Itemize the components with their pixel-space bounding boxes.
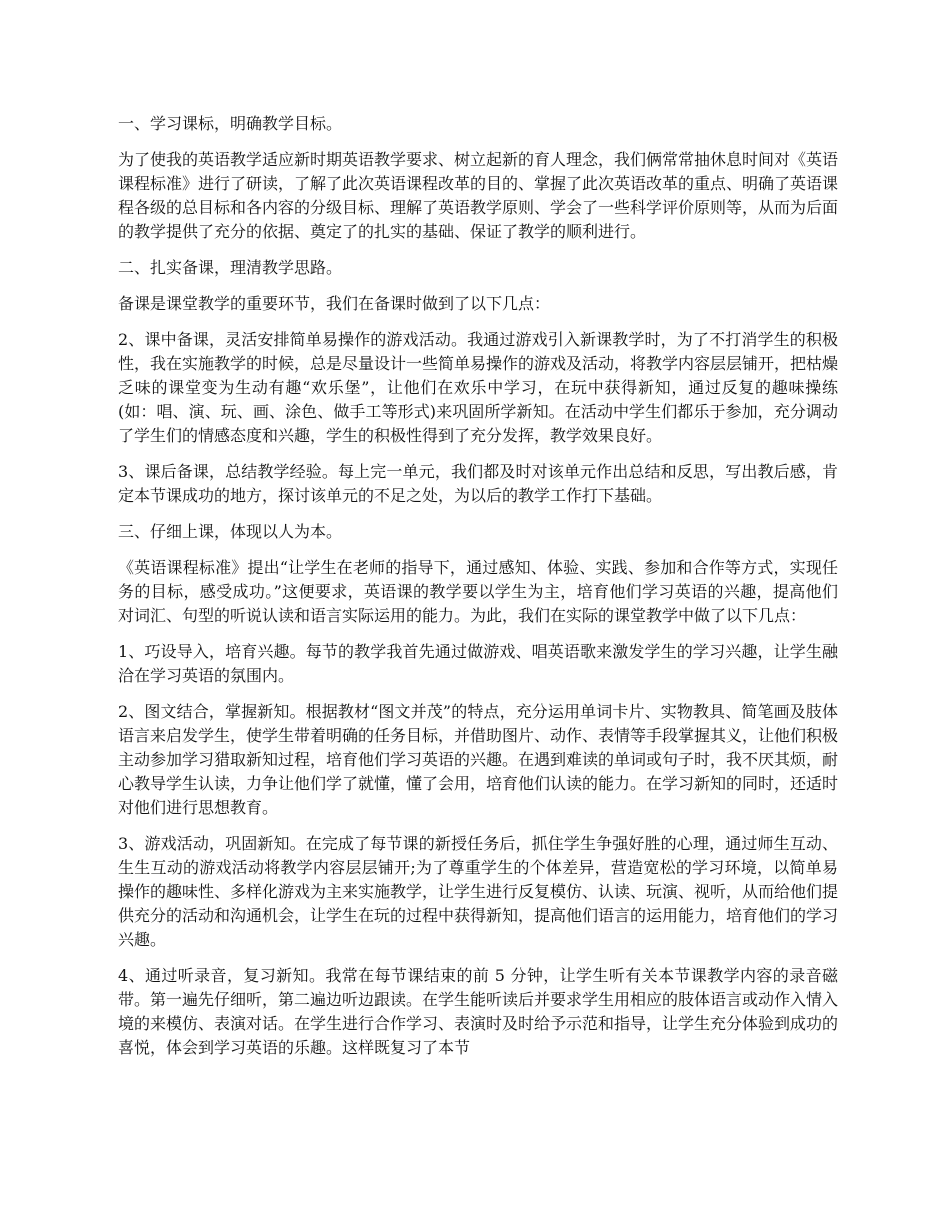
paragraph-listening-review: 4、通过听录音，复习新知。我常在每节课结束的前 5 分钟，让学生听有关本节课教学内容的录音磁带。第一遍先仔细听，第二遍边听边跟读。在学生能听读后并要求学生用相应的肢体语言或动作入情入境的来模仿、表演对话。在学生进行合作学习、表演时及时给予示范和指导，让学生充分体验到成功的喜悦，体会到学习英语的乐趣。这样既复习了本节 (118, 966, 839, 1057)
paragraph-picture-text: 2、图文结合，掌握新知。根据教材“图文并茂”的特点，充分运用单词卡片、实物教具、简笔画及肢体语言来启发学生，使学生带着明确的任务目标，并借助图片、动作、表情等手段掌握其义，让他们积极主动参加学习猎取新知过程，培育他们学习英语的兴趣。在遇到难读的单词或句子时，我不厌其烦，耐心教导学生认读，力争让他们学了就懂，懂了会用，培育他们认读的能力。在学习新知的同时，还适时对他们进行思想教育。 (118, 702, 839, 817)
section-heading-3: 三、仔细上课，体现以人为本。 (118, 522, 343, 541)
document-body (118, 112, 838, 1072)
paragraph-in-class-prep: 2、课中备课，灵活安排简单易操作的游戏活动。我通过游戏引入新课教学时，为了不打消学生的积极性，我在实施教学的时候，总是尽量设计一些简单易操作的游戏及活动，将教学内容层层铺开，把枯燥乏味的课堂变为生动有趣“欢乐堡”，让他们在欢乐中学习，在玩中获得新知，通过反复的趣味操练(如：唱、演、玩、画、涂色、做手工等形式)来巩固所学新知。在活动中学生们都乐于参加，充分调动了学生们的情感态度和兴趣，学生的积极性得到了充分发挥，教学效果良好。 (118, 330, 839, 445)
section-heading-1: 一、学习课标，明确教学目标。 (118, 114, 343, 133)
paragraph-curriculum-standard: 《英语课程标准》提出“让学生在老师的指导下，通过感知、体验、实践、参加和合作等方式，实现任务的目标，感受成功。”这便要求，英语课的教学要以学生为主，培育他们学习英语的兴趣，提高他们对词汇、句型的听说认读和语言实际运用的能力。为此，我们在实际的课堂教学中做了以下几点： (118, 558, 838, 625)
section-heading-2: 二、扎实备课，理清教学思路。 (118, 258, 343, 277)
paragraph-game-activities: 3、游戏活动，巩固新知。在完成了每节课的新授任务后，抓住学生争强好胜的心理，通过师生互动、生生互动的游戏活动将教学内容层层铺开;为了尊重学生的个体差异，营造宽松的学习环境，以简单易操作的趣味性、多样化游戏为主来实施教学，让学生进行反复模仿、认读、玩演、视听，从而给他们提供充分的活动和沟通机会，让学生在玩的过程中获得新知，提高他们语言的运用能力，培育他们的学习兴趣。 (118, 834, 839, 949)
paragraph-lesson-prep-intro: 备课是课堂教学的重要环节，我们在备课时做到了以下几点： (118, 294, 551, 313)
paragraph-lead-in: 1、巧设导入，培育兴趣。每节的教学我首先通过做游戏、唱英语歌来激发学生的学习兴趣，让学生融洽在学习英语的氛围内。 (118, 642, 838, 685)
paragraph-curriculum-study: 为了使我的英语教学适应新时期英语教学要求、树立起新的育人理念，我们俩常常抽休息时间对《英语课程标准》进行了研读，了解了此次英语课程改革的目的、掌握了此次英语改革的重点、明确了英语课程各级的总目标和各内容的分级目标、理解了英语教学原则、学会了一些科学评价原则等，从而为后面的教学提供了充分的依据、奠定了的扎实的基础、保证了教学的顺利进行。 (118, 150, 839, 241)
paragraph-after-class-prep: 3、课后备课，总结教学经验。每上完一单元，我们都及时对该单元作出总结和反思，写出教后感，肯定本节课成功的地方，探讨该单元的不足之处，为以后的教学工作打下基础。 (118, 462, 838, 505)
